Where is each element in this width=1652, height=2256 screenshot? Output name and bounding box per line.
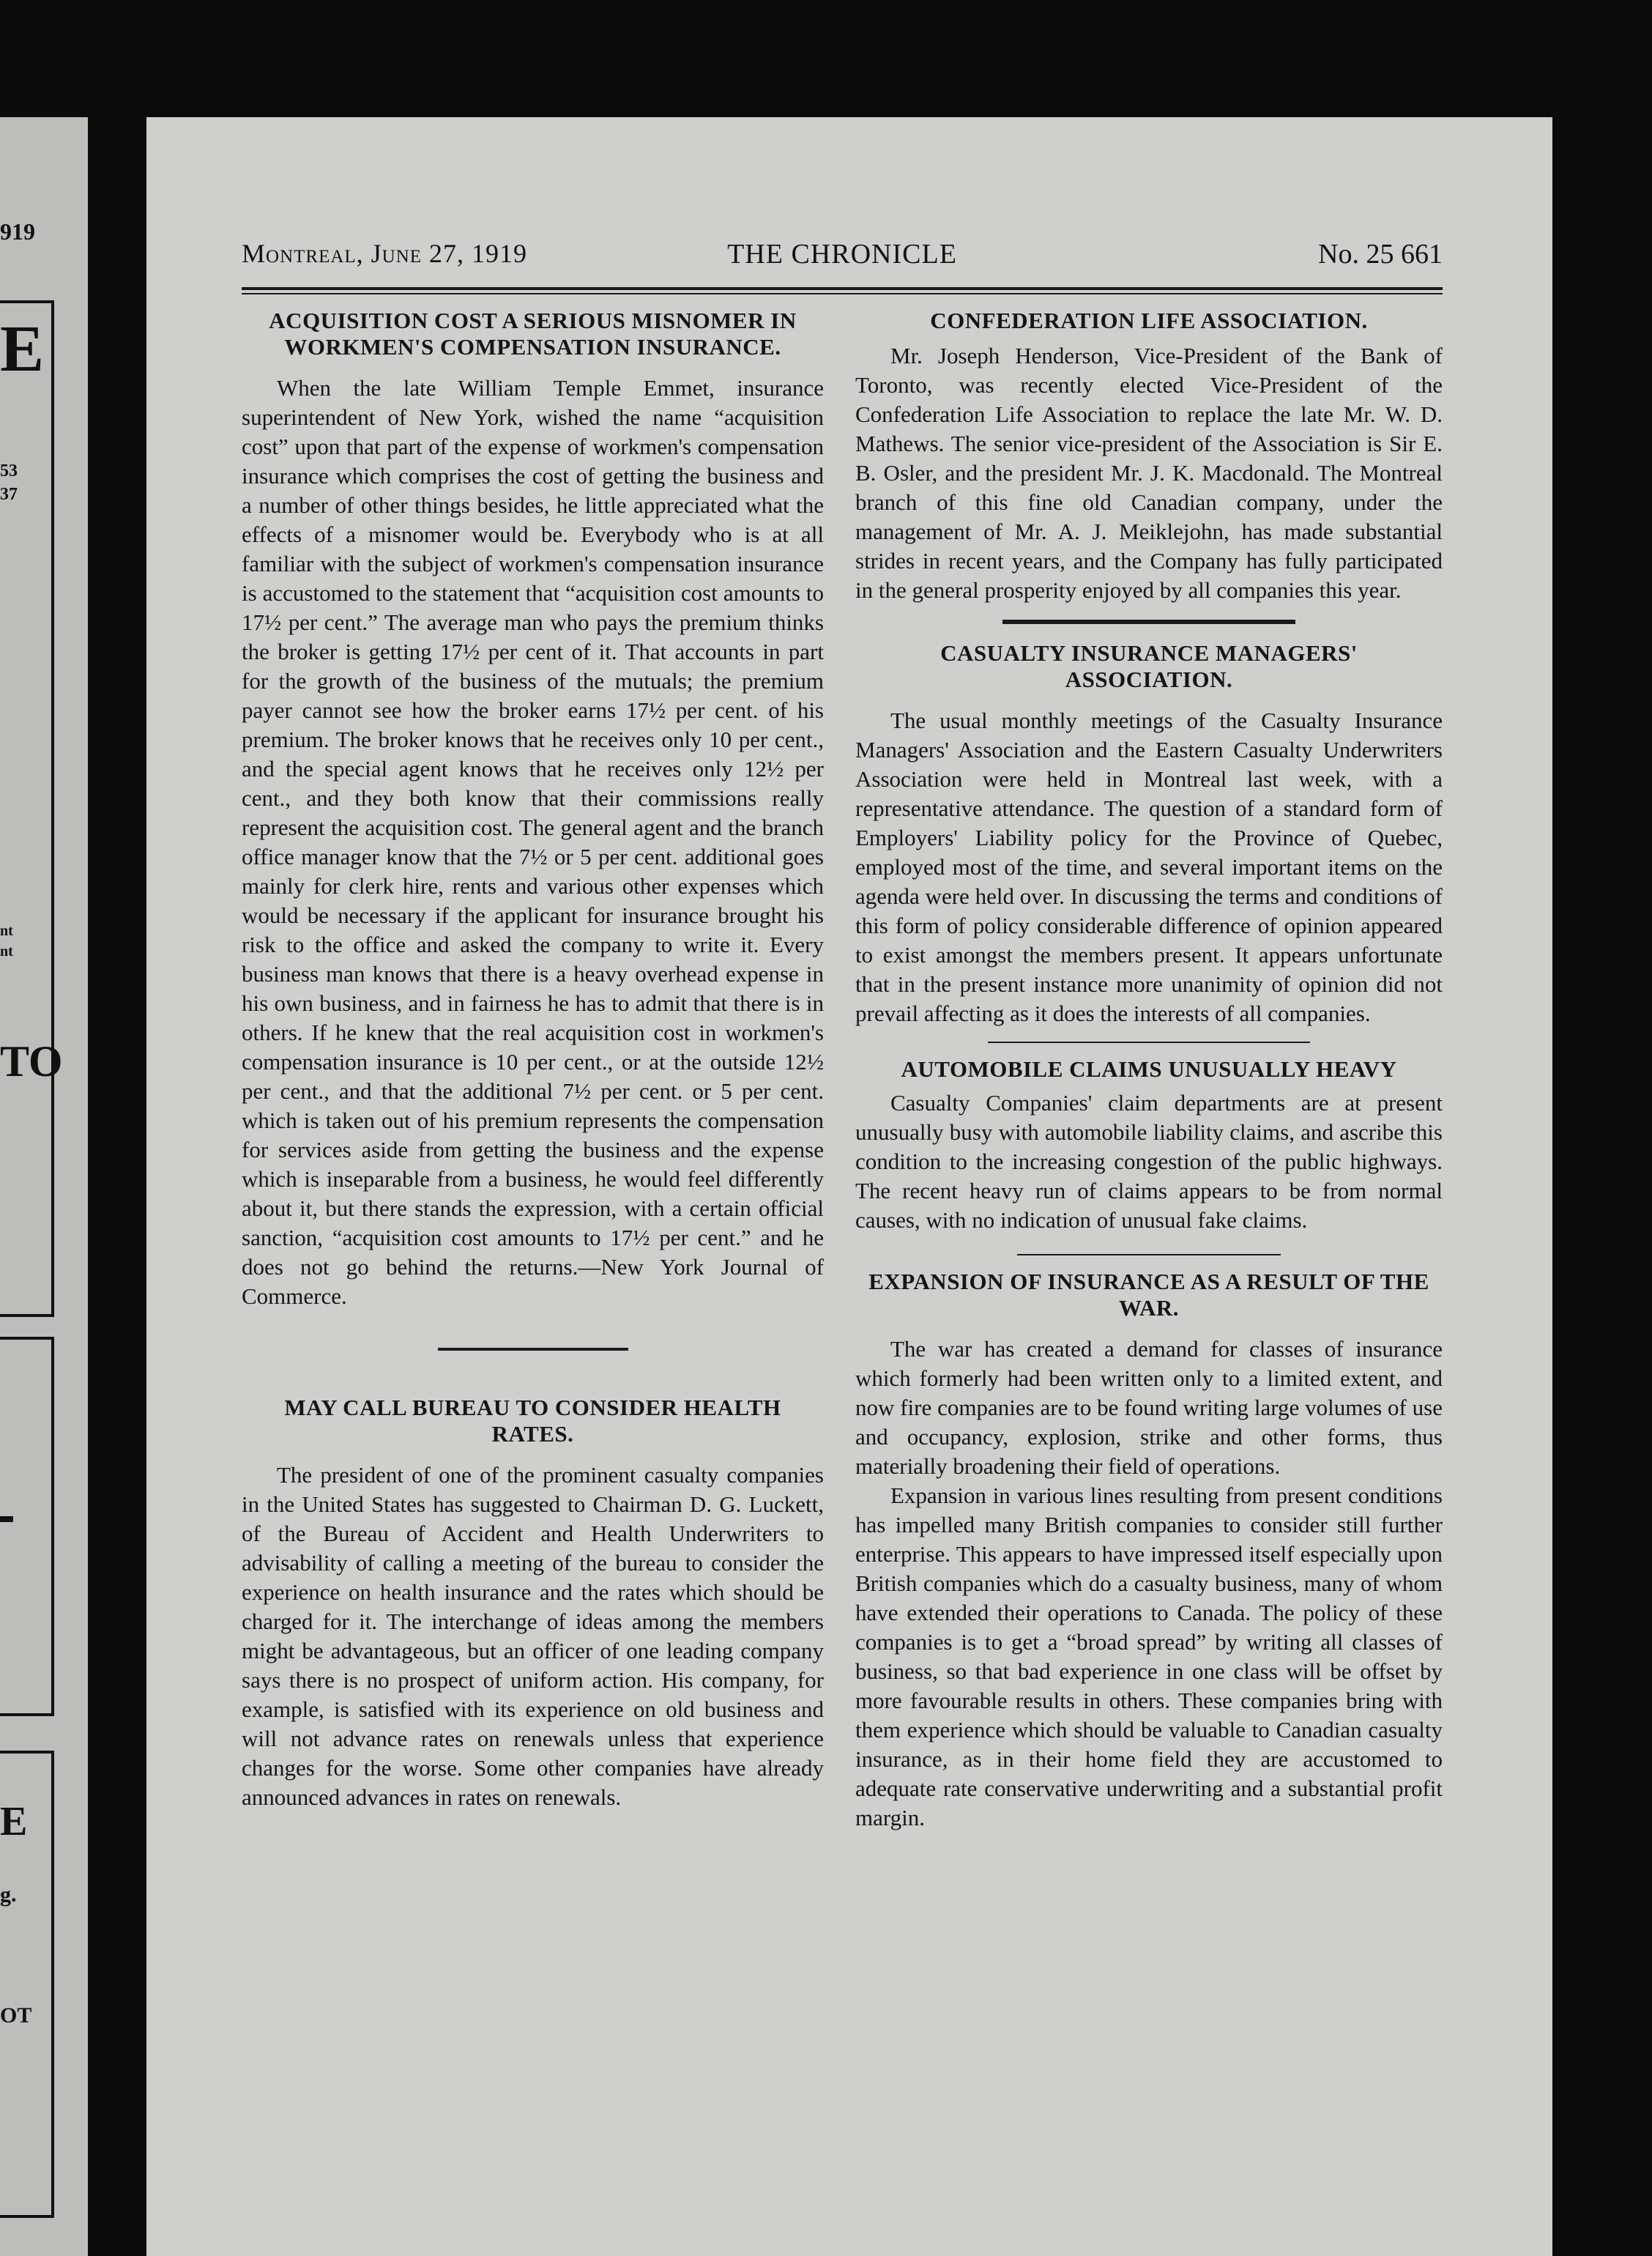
article-body: The war has created a demand for classes of insurance which formerly had been written only to a limited extent, and now fire companies are to be found writing large volumes of use and occupancy, explosion, strike and other forms, thus materially broadening their field of operations. [855, 1336, 1443, 1479]
article-body: Casualty Companies' claim departments are at present unusually busy with automobile liability claims, and ascribe this condition to the increasing congestion of the public highways. The recent heavy run of claims appears to be from normal causes, with no indication of unusual fake claims. [855, 1090, 1443, 1233]
article-acquisition-cost [242, 308, 824, 1311]
adjacent-page-strip [0, 117, 88, 2256]
fragment-text: E [0, 1799, 28, 1844]
ad-box-fragment [0, 300, 54, 1317]
article-expansion-insurance [855, 1269, 1443, 1833]
article-health-rates [242, 1395, 824, 1812]
fragment-text: g. [0, 1882, 17, 1907]
article-automobile-claims [855, 1056, 1443, 1235]
right-column [855, 308, 1443, 1833]
article-title: CASUALTY INSURANCE MANAGERS' ASSOCIATION. [940, 640, 1358, 692]
fragment-text: nt [0, 923, 13, 939]
section-divider [1002, 620, 1295, 624]
dash-fragment [0, 1516, 13, 1522]
header-rule-thin [242, 293, 1443, 294]
page-header [242, 238, 1443, 275]
article-body: Expansion in various lines resulting from present conditions has impelled many British companies to consider still further enterprise. This appears to have impressed itself especially upon British companies which do a casualty business, many of whom have extended their operations to Canada. The policy of these companies is to get a “broad spread” by writing all classes of business, so that bad experience in one class will be offset by more favourable results in others. These companies bring with them experience which should be valuable to Canadian casualty insurance, as in their home field they are accustomed to adequate rate conservative underwriting and a substantial profit margin. [855, 1483, 1443, 1830]
fragment-text: nt [0, 943, 13, 960]
header-page-number: No. 25 661 [1318, 239, 1443, 270]
fragment-text: E [0, 313, 45, 385]
article-body: When the late William Temple Emmet, insurance superintendent of New York, wished the name “acquisition cost” upon that part of the expense of workmen's compensation insurance which comprises the cost of getting the business and a number of other things besides, he little appreciated what the effects of a misnomer would be. Everybody who is at all familiar with the subject of workmen's compensation insurance is accustomed to the statement that “acquisition cost amounts to 17½ per cent.” The average man who pays the premium thinks the broker is getting 17½ per cent of it. That accounts in part for the growth of the business of the mutuals; the premium payer cannot see how the broker earns 17½ per cent. of his premium. The broker knows that he receives only 10 per cent., and the special agent knows that he receives only 12½ per cent., and they both know that their commissions really represent the acquisition cost. The general agent and the branch office manager know that the 7½ or 5 per cent. additional goes mainly for clerk hire, rents and various other expenses which would be necessary if the applicant for insurance brought his risk to the office and asked the company to write it. Every business man knows that there is a heavy overhead expense in his own business, and in fairness he has to admit that there is in others. If he knew that the real acquisition cost in workmen's compensation insurance is 10 per cent., or at the outside 12½ per cent., and that the additional 7½ per cent. or 5 per cent. which is taken out of his premium represents the compensation for services aside from getting the business and the expense which is inseparable from a business, he would feel differently about it, but there stands the expression, with a certain official sanction, “acquisition cost amounts to 17½ per cent.” and he does not go behind the returns.—New York Journal of Commerce. [242, 375, 824, 1309]
section-divider [988, 1042, 1310, 1043]
header-date: Montreal, June 27, 1919 [242, 239, 528, 268]
article-title: EXPANSION OF INSURANCE AS A RESULT OF THE WAR. [868, 1269, 1429, 1321]
ad-box-fragment [0, 1337, 54, 1716]
fragment-text: TO [0, 1037, 63, 1086]
article-title: MAY CALL BUREAU TO CONSIDER HEALTH RATES. [284, 1395, 781, 1447]
article-title: ACQUISITION COST A SERIOUS MISNOMER IN WORKMEN'S COMPENSATION INSURANCE. [269, 308, 797, 360]
fragment-text: 919 [0, 218, 35, 245]
article-body: Mr. Joseph Henderson, Vice-President of the Bank of Toronto, was recently elected Vice-President of the Confederation Life Association to replace the late Mr. W. D. Mathews. The senior vice-president of the Association is Sir E. B. Osler, and the president Mr. J. K. Macdonald. The Montreal branch of this fine old Canadian company, under the management of Mr. A. J. Meiklejohn, has made substantial strides in recent years, and the Company has fully participated in the general prosperity enjoyed by all companies this year. [855, 343, 1443, 603]
fragment-text: 37 [0, 485, 18, 504]
left-column [242, 308, 824, 1812]
article-casualty-managers [855, 640, 1443, 1028]
section-divider [438, 1348, 628, 1351]
section-divider [1017, 1254, 1281, 1255]
fragment-text: OT [0, 2003, 32, 2027]
header-title: THE CHRONICLE [727, 239, 957, 270]
article-confederation-life [855, 308, 1443, 605]
article-body: The usual monthly meetings of the Casualty Insurance Managers' Association and the Eastern Casualty Underwriters Association were held in Montreal last week, with a representative attendance. The question of a standard form of Employers' Liability policy for the Province of Quebec, employed most of the time, and several important items on the agenda were held over. In discussing the terms and conditions of this form of policy considerable difference of opinion appeared to exist amongst the members present. It appears unfortunate that in the present instance more unanimity of opinion did not prevail affecting as it does the interests of all companies. [855, 708, 1443, 1026]
newspaper-page [146, 117, 1552, 2256]
article-body: The president of one of the prominent casualty companies in the United States has suggested to Chairman D. G. Luckett, of the Bureau of Accident and Health Underwriters to advisability of calling a meeting of the bureau to consider the experience on health insurance and the rates which should be charged for it. The interchange of ideas among the members might be advantageous, but an officer of one leading company says there is no prospect of uniform action. His company, for example, is satisfied with its experience on old business and will not advance rates on renewals unless that experience changes for the worse. Some other companies have already announced advances in rates on renewals. [242, 1462, 824, 1810]
header-rule [242, 287, 1443, 290]
fragment-text: 53 [0, 461, 18, 480]
article-title: AUTOMOBILE CLAIMS UNUSUALLY HEAVY [901, 1056, 1397, 1082]
article-title: CONFEDERATION LIFE ASSOCIATION. [930, 308, 1368, 333]
